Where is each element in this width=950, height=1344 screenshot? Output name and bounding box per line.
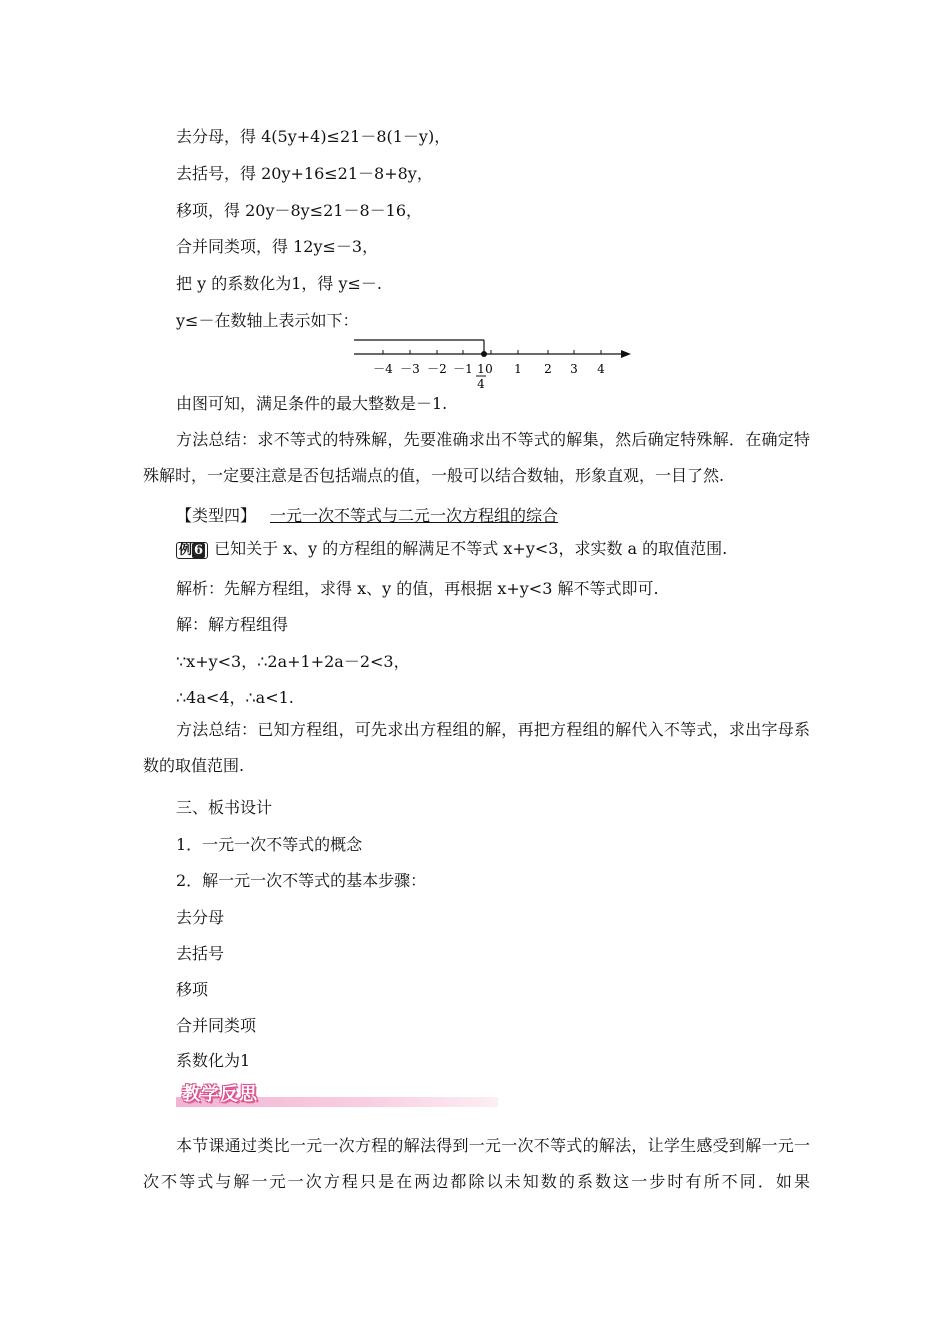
tick-label: 2 (544, 362, 552, 376)
tick-label: 1 (514, 362, 522, 376)
step-line: 去括号，得 20y+16≤21－8+8y， (176, 164, 433, 183)
tick-group (383, 350, 601, 354)
analysis: 解析：先解方程组，求得 x、y 的值，再根据 x+y<3 解不等式即可. (176, 579, 659, 598)
tick-label: －4 (373, 362, 393, 376)
board-item: 系数化为1 (176, 1051, 251, 1070)
board-item: 去括号 (176, 944, 225, 963)
step-line: 去分母，得 4(5y+4)≤21－8(1－y)， (176, 127, 451, 146)
type-heading (176, 505, 558, 527)
tick-label: －1 (453, 362, 473, 376)
example-text: 已知关于 x、y 的方程组的解满足不等式 x+y<3，求实数 a 的取值范围. (214, 539, 728, 558)
tick-label: －3 (400, 362, 420, 376)
number-line-figure (345, 335, 645, 395)
reflection-text: 本节课通过类比一元一次方程的解法得到一元一次不等式的解法，让学生感受到解一元一次不等式与解一元一次方程只是在两边都除以未知数的系数这一步时有所不同．如果 (143, 1136, 810, 1191)
fraction-numerator: 1 (477, 362, 485, 376)
step-line: 合并同类项，得 12y≤－3， (176, 237, 379, 256)
tick-label: 4 (597, 362, 605, 376)
board-item: 去分母 (176, 908, 225, 927)
tick-label: －2 (427, 362, 447, 376)
step-line: y≤－在数轴上表示如下： (176, 311, 359, 330)
type-topic: 一元一次不等式与二元一次方程组的综合 (270, 506, 559, 525)
board-item: 1．一元一次不等式的概念 (176, 835, 363, 854)
example-badge (176, 542, 208, 559)
board-design-heading: 三、板书设计 (176, 798, 273, 817)
example-badge-number: 6 (194, 543, 204, 558)
board-item: 移项 (176, 980, 209, 999)
conclusion: 由图可知，满足条件的最大整数是－1. (176, 394, 448, 413)
reflection-banner (176, 1083, 498, 1109)
reflection-title: 教学反思 (182, 1084, 258, 1105)
axis-arrow-icon (621, 350, 631, 358)
tick-label: 3 (570, 362, 578, 376)
method-summary-2: 方法总结：已知方程组，可先求出方程组的解，再把方程组的解代入不等式，求出字母系数的取值范围. (143, 720, 810, 775)
solution-line: ∴4a<4，∴a<1. (176, 688, 294, 707)
solution-line: ∵x+y<3，∴2a+1+2a－2<3， (176, 652, 410, 671)
step-line: 把 y 的系数化为1，得 y≤－. (176, 274, 383, 293)
solution-line: 解：解方程组得 (176, 615, 289, 634)
tick-label: 0 (485, 362, 493, 376)
type-label: 【类型四】 (176, 506, 257, 525)
board-item: 2．解一元一次不等式的基本步骤： (176, 871, 427, 890)
example-badge-prefix: 例 (179, 543, 193, 558)
endpoint-dot (481, 351, 487, 357)
board-item: 合并同类项 (176, 1016, 257, 1035)
example-line (176, 538, 727, 560)
method-summary-1: 方法总结：求不等式的特殊解，先要准确求出不等式的解集，然后确定特殊解．在确定特殊解时，一定要注意是否包括端点的值，一般可以结合数轴，形象直观，一目了然. (143, 430, 810, 485)
step-line: 移项，得 20y－8y≤21－8－16， (176, 201, 423, 220)
fraction-denominator: 4 (477, 377, 485, 391)
